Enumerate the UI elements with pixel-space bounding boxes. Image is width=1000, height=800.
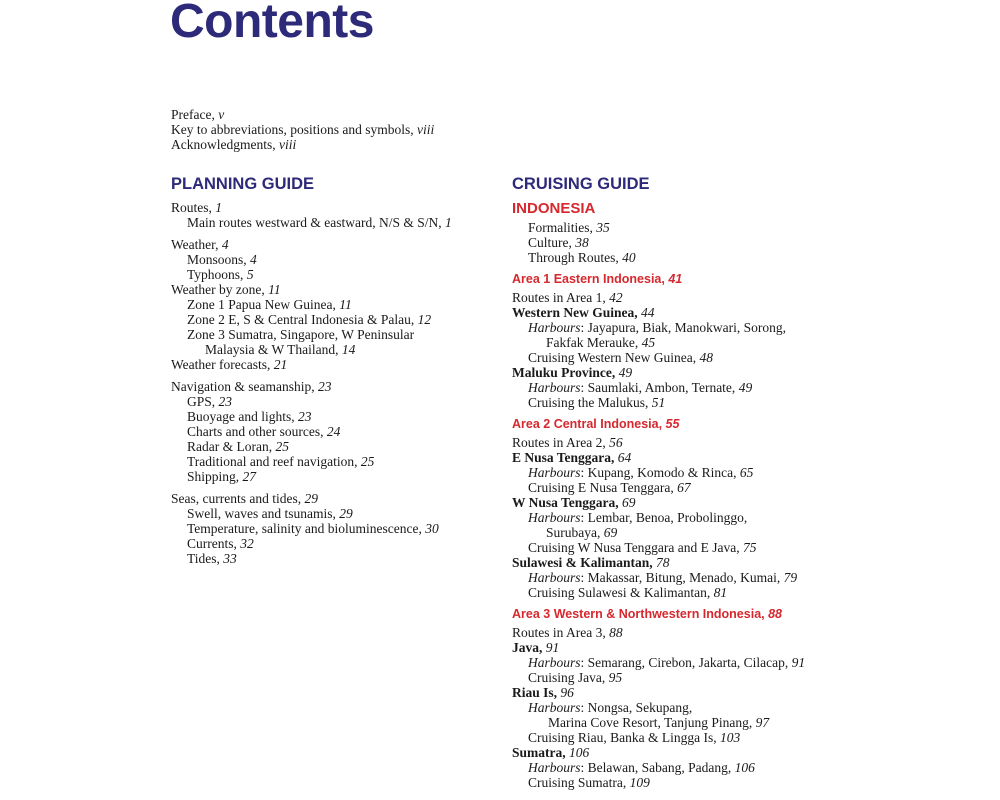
toc-entry xyxy=(512,585,842,600)
toc-entry xyxy=(512,290,842,305)
toc-entry xyxy=(512,715,842,730)
harbours-label: Harbours xyxy=(528,465,581,480)
page-number: 109 xyxy=(629,775,650,790)
toc-entry xyxy=(512,365,842,380)
toc-entry xyxy=(512,570,842,585)
entry-title: Navigation & seamanship, xyxy=(171,379,318,394)
page-number: 14 xyxy=(341,342,356,357)
page-number: 106 xyxy=(569,745,590,760)
page-number: 24 xyxy=(326,424,341,439)
cruising-guide-column xyxy=(512,174,842,790)
toc-entry xyxy=(512,480,842,495)
toc-entry xyxy=(512,250,842,265)
harbours-label: Harbours xyxy=(528,700,581,715)
page-number: 12 xyxy=(417,312,432,327)
page-number: 32 xyxy=(240,536,254,551)
page-number: 4 xyxy=(221,237,229,252)
toc-entry xyxy=(512,510,842,525)
entry-title: Tides, xyxy=(187,551,224,566)
page-number: 1 xyxy=(444,215,452,230)
harbours-label: Harbours xyxy=(528,570,581,585)
toc-entry xyxy=(512,745,842,760)
page-number: 33 xyxy=(223,551,237,566)
entry-title: : Makassar, Bitung, Menado, Kumai, xyxy=(580,570,784,585)
page-number: 23 xyxy=(298,409,312,424)
toc-entry xyxy=(171,282,491,297)
page-number: 21 xyxy=(273,357,288,372)
entry-title: Cruising Java, xyxy=(528,670,609,685)
entry-title: Sumatra, xyxy=(512,745,569,760)
entry-title: Currents, xyxy=(187,536,241,551)
page-number: 41 xyxy=(668,272,683,286)
toc-entry xyxy=(171,379,491,394)
page-number: 25 xyxy=(360,454,375,469)
harbours-label: Harbours xyxy=(528,380,581,395)
toc-entry xyxy=(512,555,842,570)
page-number: 64 xyxy=(617,450,632,465)
entry-title: Weather, xyxy=(171,237,222,252)
page-number: 55 xyxy=(665,417,680,431)
entry-title: Western New Guinea, xyxy=(512,305,641,320)
entry-title: Routes, xyxy=(171,200,216,215)
area-title: Area 2 Central Indonesia, xyxy=(512,417,666,431)
toc-entry xyxy=(171,536,491,551)
toc-entry xyxy=(512,320,842,335)
toc-entry xyxy=(512,235,842,250)
page-number: 35 xyxy=(596,220,610,235)
toc-entry xyxy=(512,625,842,640)
entry-title: Routes in Area 1, xyxy=(512,290,610,305)
toc-entry xyxy=(512,525,842,540)
page-number: 95 xyxy=(608,670,623,685)
toc-entry xyxy=(512,670,842,685)
toc-entry xyxy=(512,775,842,790)
entry-title: Seas, currents and tides, xyxy=(171,491,305,506)
entry-title: : Lembar, Benoa, Probolinggo, xyxy=(580,510,748,525)
planning-guide-heading: PLANNING GUIDE xyxy=(171,175,315,193)
page-number: 69 xyxy=(622,495,636,510)
entry-title: Cruising Sumatra, xyxy=(528,775,630,790)
entry-title: : Semarang, Cirebon, Jakarta, Cilacap, xyxy=(580,655,792,670)
page-number: 30 xyxy=(425,521,439,536)
page-number: 4 xyxy=(250,252,257,267)
page-number: 88 xyxy=(609,625,623,640)
toc-entry xyxy=(512,655,842,670)
toc-entry xyxy=(171,551,491,566)
toc-entry xyxy=(512,450,842,465)
cruising-intro-entries xyxy=(512,220,842,265)
page-number: 88 xyxy=(768,607,782,621)
page-number: 25 xyxy=(275,439,289,454)
page-number: 49 xyxy=(738,380,753,395)
entry-title: Routes in Area 3, xyxy=(512,625,610,640)
entry-title: Shipping, xyxy=(187,469,243,484)
entry-title: Java, xyxy=(512,640,546,655)
page-number: viii xyxy=(278,137,297,152)
toc-entry xyxy=(171,237,491,252)
toc-entry xyxy=(171,137,434,152)
page-number: 38 xyxy=(575,235,589,250)
entry-title: W Nusa Tenggara, xyxy=(512,495,623,510)
page-number: 75 xyxy=(743,540,757,555)
entry-title: : Belawan, Sabang, Padang, xyxy=(580,760,735,775)
page-number: 96 xyxy=(560,685,574,700)
toc-entry xyxy=(512,495,842,510)
page-number: viii xyxy=(416,122,435,137)
page-number: 1 xyxy=(215,200,223,215)
page-number: 56 xyxy=(609,435,623,450)
page-number: 103 xyxy=(719,730,741,745)
toc-entry xyxy=(171,327,491,342)
page-number: 51 xyxy=(651,395,666,410)
entry-title: Cruising W Nusa Tenggara and E Java, xyxy=(528,540,744,555)
toc-entry xyxy=(171,409,491,424)
entry-title: Formalities, xyxy=(528,220,597,235)
page-number: 40 xyxy=(622,250,636,265)
toc-entry xyxy=(171,491,491,506)
prelims-list xyxy=(171,107,434,152)
page-number: 49 xyxy=(618,365,633,380)
entry-title: Charts and other sources, xyxy=(187,424,327,439)
page-number: 106 xyxy=(734,760,755,775)
toc-entry xyxy=(171,215,491,230)
toc-entry xyxy=(512,640,842,655)
entry-title: Acknowledgments, xyxy=(171,137,279,152)
area-heading xyxy=(512,271,842,287)
toc-entry xyxy=(512,465,842,480)
toc-entry xyxy=(171,312,491,327)
toc-entry xyxy=(512,395,842,410)
toc-entry xyxy=(171,107,434,122)
entry-title: Zone 1 Papua New Guinea, xyxy=(187,297,340,312)
entry-title: Cruising Riau, Banka & Lingga Is, xyxy=(528,730,720,745)
entry-title: Fakfak Merauke, xyxy=(546,335,642,350)
toc-entry xyxy=(171,267,491,282)
entry-title: Zone 3 Sumatra, Singapore, W Peninsular xyxy=(187,327,415,342)
page-number: 65 xyxy=(739,465,754,480)
page-number: 67 xyxy=(677,480,691,495)
page-number: 11 xyxy=(339,297,352,312)
page-title: Contents xyxy=(170,0,374,48)
entry-title: Swell, waves and tsunamis, xyxy=(187,506,340,521)
entry-title: Surubaya, xyxy=(546,525,604,540)
page-number: v xyxy=(218,107,225,122)
toc-entry xyxy=(171,454,491,469)
toc-entry xyxy=(171,394,491,409)
entry-title: : Nongsa, Sekupang, xyxy=(580,700,693,715)
entry-title: : Kupang, Komodo & Rinca, xyxy=(580,465,740,480)
toc-entry xyxy=(512,760,842,775)
entry-title: Maluku Province, xyxy=(512,365,619,380)
entry-title: Routes in Area 2, xyxy=(512,435,610,450)
toc-entry xyxy=(512,540,842,555)
toc-entry xyxy=(171,297,491,312)
page-number: 5 xyxy=(246,267,254,282)
toc-entry xyxy=(171,252,491,267)
entry-title: Through Routes, xyxy=(528,250,623,265)
toc-entry xyxy=(171,122,434,137)
cruising-guide-heading: CRUISING GUIDE xyxy=(512,175,650,193)
toc-entry xyxy=(512,685,842,700)
entry-title: Cruising the Malukus, xyxy=(528,395,652,410)
entry-title: GPS, xyxy=(187,394,219,409)
entry-title: Cruising E Nusa Tenggara, xyxy=(528,480,678,495)
page-number: 23 xyxy=(317,379,332,394)
toc-entry xyxy=(171,506,491,521)
area-title: Area 3 Western & Northwestern Indonesia, xyxy=(512,607,769,621)
page-number: 48 xyxy=(699,350,714,365)
entry-title: Buoyage and lights, xyxy=(187,409,298,424)
page-number: 78 xyxy=(656,555,670,570)
harbours-label: Harbours xyxy=(528,510,581,525)
toc-entry xyxy=(171,342,491,357)
planning-guide-entries xyxy=(171,200,491,566)
page-number: 81 xyxy=(713,585,728,600)
country-heading: INDONESIA xyxy=(512,200,596,217)
area-title: Area 1 Eastern Indonesia, xyxy=(512,272,669,286)
toc-entry xyxy=(512,435,842,450)
toc-entry xyxy=(512,220,842,235)
area-heading xyxy=(512,416,842,432)
page-number: 11 xyxy=(268,282,281,297)
toc-entry xyxy=(171,439,491,454)
page-number: 27 xyxy=(242,469,257,484)
entry-title: Cruising Western New Guinea, xyxy=(528,350,700,365)
page-number: 91 xyxy=(545,640,560,655)
entry-title: Weather by zone, xyxy=(171,282,269,297)
entry-title: : Saumlaki, Ambon, Ternate, xyxy=(580,380,739,395)
page-number: 45 xyxy=(641,335,656,350)
entry-title: Preface, xyxy=(171,107,219,122)
entry-title: Temperature, salinity and bioluminescence, xyxy=(187,521,426,536)
toc-entry xyxy=(171,357,491,372)
page-number: 23 xyxy=(218,394,233,409)
harbours-label: Harbours xyxy=(528,760,581,775)
entry-title: Cruising Sulawesi & Kalimantan, xyxy=(528,585,714,600)
toc-entry xyxy=(512,700,842,715)
entry-title: Key to abbreviations, positions and symbols, xyxy=(171,122,417,137)
cruising-areas xyxy=(512,271,842,790)
toc-entry xyxy=(512,730,842,745)
entry-title: Weather forecasts, xyxy=(171,357,274,372)
toc-entry xyxy=(512,305,842,320)
toc-entry xyxy=(171,200,491,215)
toc-entry xyxy=(512,380,842,395)
page-number: 29 xyxy=(304,491,318,506)
entry-title: Zone 2 E, S & Central Indonesia & Palau, xyxy=(187,312,418,327)
page-number: 79 xyxy=(783,570,798,585)
entry-title: Monsoons, xyxy=(187,252,251,267)
entry-title: Main routes westward & eastward, N/S & S/N, xyxy=(187,215,445,230)
planning-guide-column xyxy=(171,174,491,566)
entry-title: Culture, xyxy=(528,235,576,250)
page-number: 42 xyxy=(609,290,623,305)
page-number: 29 xyxy=(339,506,353,521)
toc-entry xyxy=(171,469,491,484)
entry-title: Radar & Loran, xyxy=(187,439,276,454)
harbours-label: Harbours xyxy=(528,320,581,335)
entry-title: E Nusa Tenggara, xyxy=(512,450,618,465)
page-number: 91 xyxy=(791,655,806,670)
page-number: 69 xyxy=(603,525,618,540)
toc-entry xyxy=(171,521,491,536)
page-number: 97 xyxy=(755,715,770,730)
area-heading xyxy=(512,606,842,622)
entry-title: Riau Is, xyxy=(512,685,561,700)
toc-entry xyxy=(171,424,491,439)
entry-title: Marina Cove Resort, Tanjung Pinang, xyxy=(548,715,756,730)
toc-entry xyxy=(512,335,842,350)
entry-title: : Jayapura, Biak, Manokwari, Sorong, xyxy=(580,320,786,335)
entry-title: Typhoons, xyxy=(187,267,247,282)
entry-title: Sulawesi & Kalimantan, xyxy=(512,555,657,570)
toc-entry xyxy=(512,350,842,365)
harbours-label: Harbours xyxy=(528,655,581,670)
entry-title: Malaysia & W Thailand, xyxy=(205,342,342,357)
page-number: 44 xyxy=(641,305,655,320)
entry-title: Traditional and reef navigation, xyxy=(187,454,361,469)
